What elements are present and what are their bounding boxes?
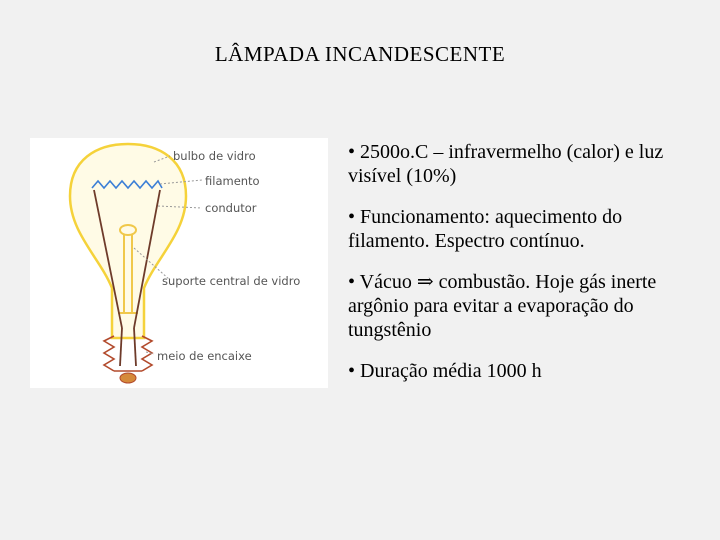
label-filamento: filamento xyxy=(205,174,260,188)
light-bulb-svg xyxy=(30,138,328,388)
glass-bulb-outline xyxy=(70,144,186,338)
slide-title: LÂMPADA INCANDESCENTE xyxy=(214,42,506,66)
label-suporte-central: suporte central de vidro xyxy=(162,274,301,288)
bullet-temperature: • 2500o.C – infravermelho (calor) e luz visível (10%) xyxy=(348,141,664,187)
label-bulbo-de-vidro: bulbo de vidro xyxy=(173,149,256,163)
label-condutor: condutor xyxy=(205,201,257,215)
bullet-vacuo: • Vácuo ⇒ combustão. Hoje gás inerte argônio para evitar a evaporação do tungstênio xyxy=(348,271,657,341)
light-bulb-diagram xyxy=(30,138,328,388)
bullet-list xyxy=(348,140,698,400)
bullet-funcionamento: • Funcionamento: aquecimento do filamento. Espectro contínuo. xyxy=(348,206,623,252)
base-contact xyxy=(120,373,136,383)
screw-base xyxy=(104,336,152,371)
label-meio-de-encaixe: meio de encaixe xyxy=(157,349,252,363)
bullet-duracao: • Duração média 1000 h xyxy=(348,360,542,382)
